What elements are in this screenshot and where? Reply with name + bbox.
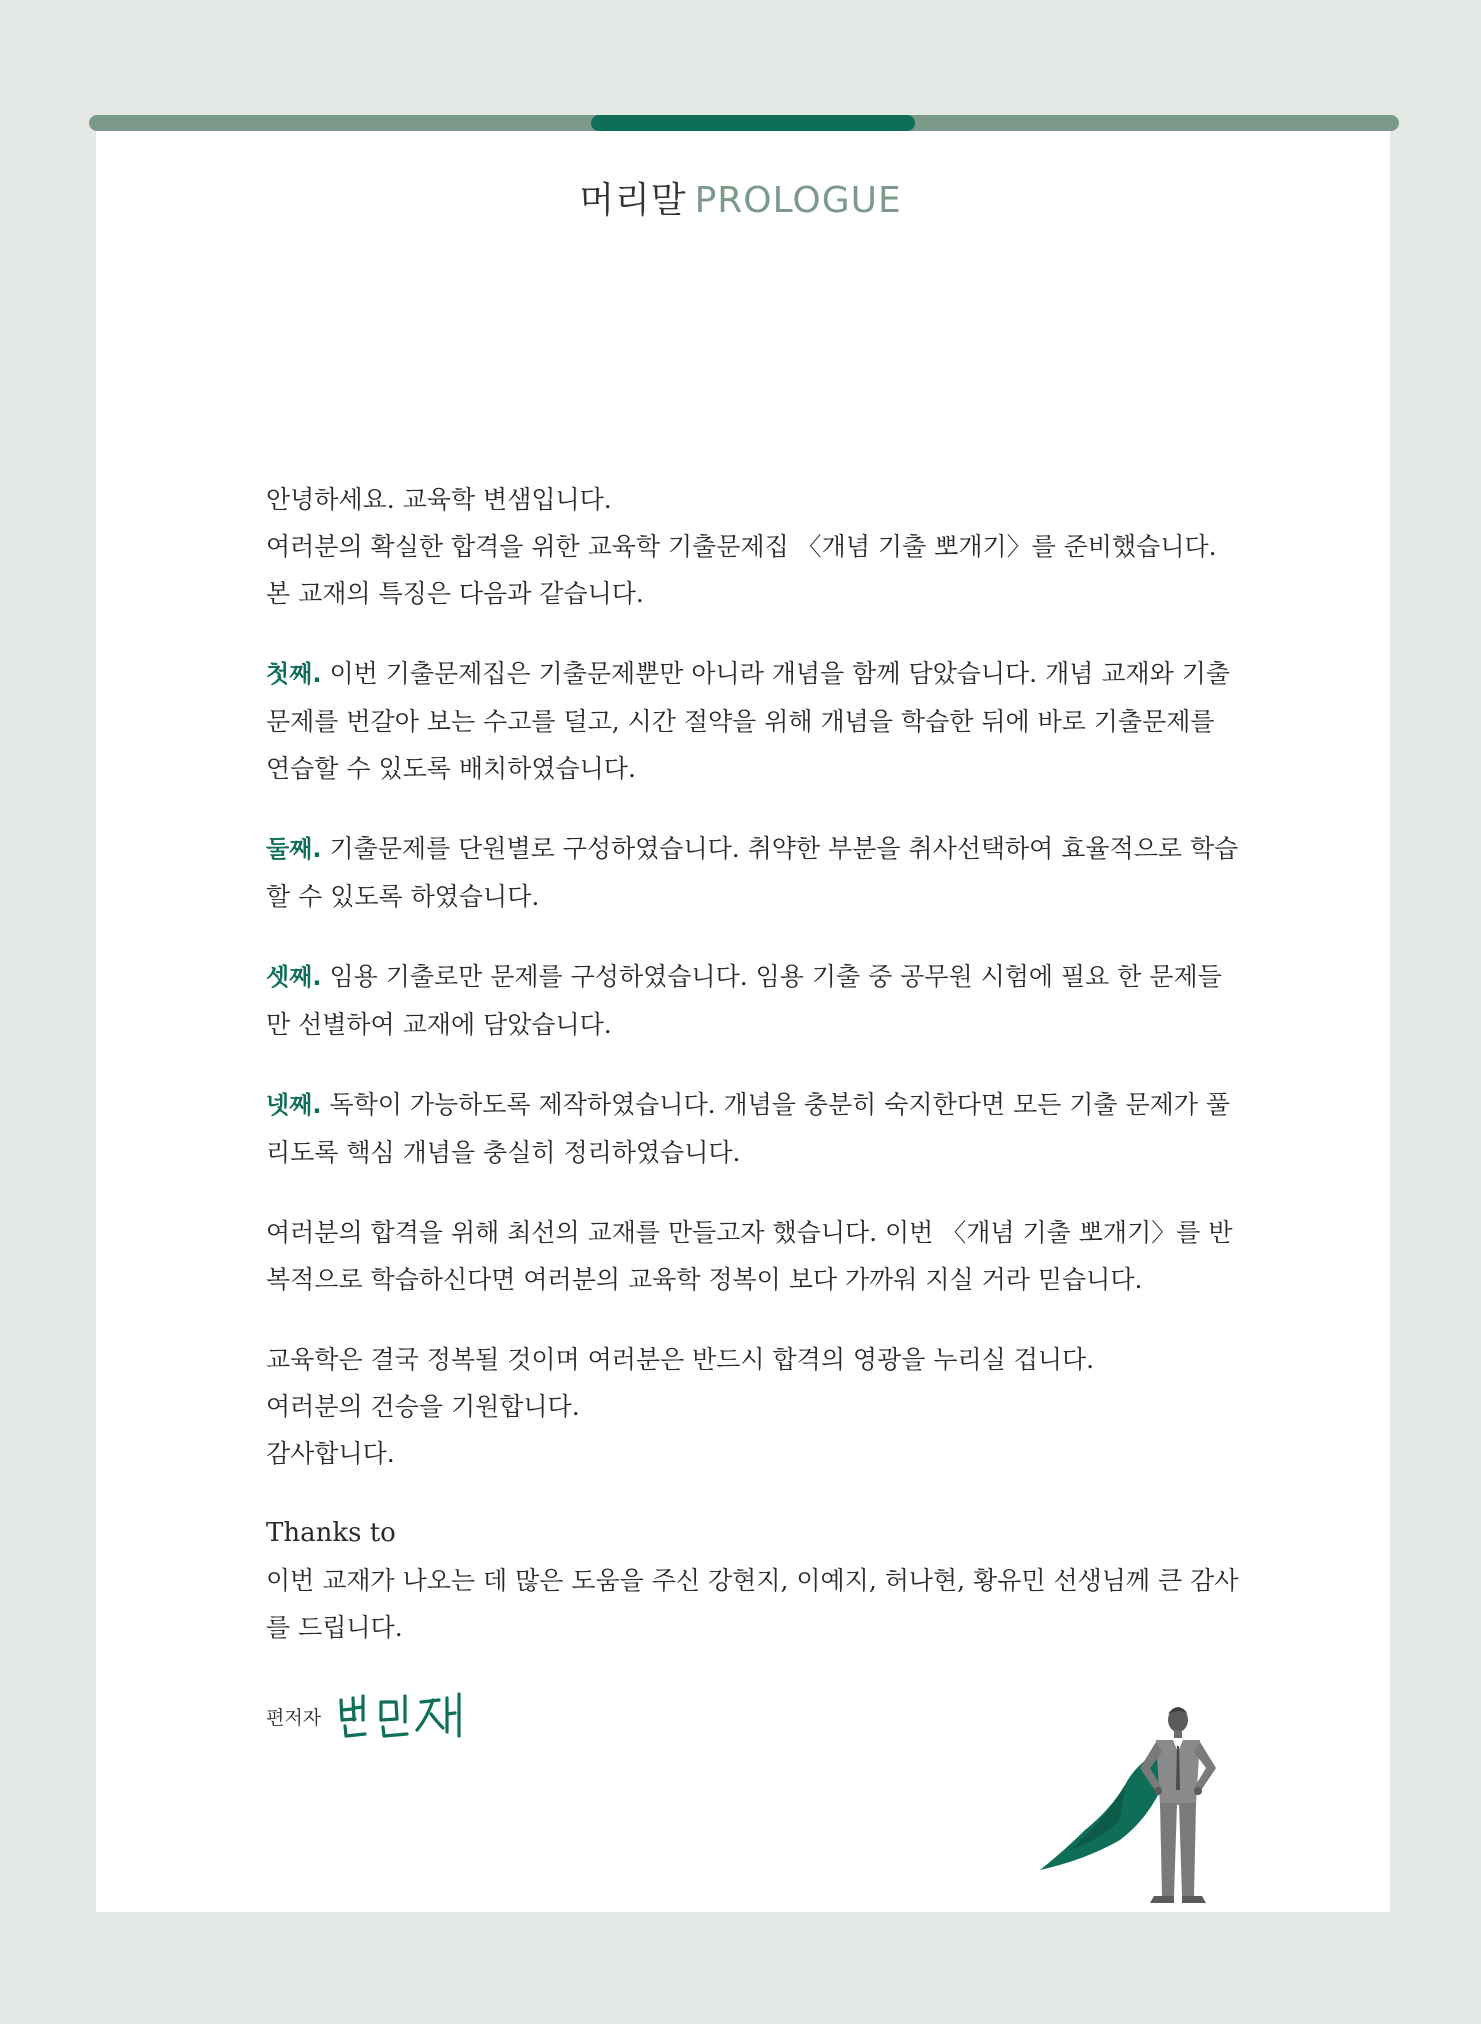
feature-paragraph bbox=[266, 1081, 1242, 1176]
feature-paragraph bbox=[266, 650, 1242, 792]
final-line: 교육학은 결국 정복될 것이며 여러분은 반드시 합격의 영광을 누리실 겁니다. bbox=[266, 1345, 1095, 1374]
editor-label: 편저자 bbox=[266, 1706, 322, 1729]
feature-text: 이번 기출문제집은 기출문제뿐만 아니라 개념을 함께 담았습니다. 개념 교재와 기출문제를 번갈아 보는 수고를 덜고, 시간 절약을 위해 개념을 학습한 뒤에 바로 기출문제를 연습할 수 있도록 배치하였습니다. bbox=[266, 659, 1231, 783]
handwritten-signature bbox=[335, 1690, 485, 1742]
feature-text: 독학이 가능하도록 제작하였습니다. 개념을 충분히 숙지한다면 모든 기출 문제가 풀리도록 핵심 개념을 충실히 정리하였습니다. bbox=[266, 1090, 1231, 1167]
page-title bbox=[0, 172, 1481, 223]
feature-paragraph bbox=[266, 953, 1242, 1048]
thanks-text: 이번 교재가 나오는 데 많은 도움을 주신 강현지, 이예지, 허나현, 황유민 선생님께 큰 감사를 드립니다. bbox=[266, 1566, 1239, 1642]
feature-lead: 둘째. bbox=[266, 835, 322, 863]
title-english: PROLOGUE bbox=[694, 180, 902, 221]
cape-shape bbox=[1040, 1750, 1175, 1870]
feature-lead: 셋째. bbox=[266, 963, 322, 991]
title-korean: 머리말 bbox=[579, 180, 687, 221]
greeting-line: 안녕하세요. 교육학 변샘입니다. bbox=[266, 485, 612, 514]
thanks-heading: Thanks to bbox=[266, 1518, 396, 1548]
feature-lead: 첫째. bbox=[266, 660, 322, 688]
feature-paragraph bbox=[266, 825, 1242, 920]
header-bar-accent bbox=[591, 115, 915, 131]
closing-paragraph: 여러분의 합격을 위해 최선의 교재를 만들고자 했습니다. 이번 〈개념 기출 뽀개기〉를 반복적으로 학습하신다면 여러분의 교육학 정복이 보다 가까워 지실 거라 믿습니다. bbox=[266, 1218, 1233, 1294]
superhero-illustration bbox=[1030, 1690, 1250, 1912]
intro-line: 본 교재의 특징은 다음과 같습니다. bbox=[266, 579, 644, 608]
feature-text: 임용 기출로만 문제를 구성하였습니다. 임용 기출 중 공무원 시험에 필요 한 문제들만 선별하여 교재에 담았습니다. bbox=[266, 962, 1222, 1039]
feature-lead: 넷째. bbox=[266, 1091, 322, 1119]
final-line: 감사합니다. bbox=[266, 1439, 395, 1468]
feature-text: 기출문제를 단원별로 구성하였습니다. 취약한 부분을 취사선택하여 효율적으로 학습할 수 있도록 하였습니다. bbox=[266, 834, 1239, 911]
editor-signature-block bbox=[266, 1690, 485, 1742]
prologue-body bbox=[266, 476, 1242, 1651]
final-line: 여러분의 건승을 기원합니다. bbox=[266, 1392, 580, 1421]
intro-line: 여러분의 확실한 합격을 위한 교육학 기출문제집 〈개념 기출 뽀개기〉를 준비했습니다. bbox=[266, 532, 1217, 561]
